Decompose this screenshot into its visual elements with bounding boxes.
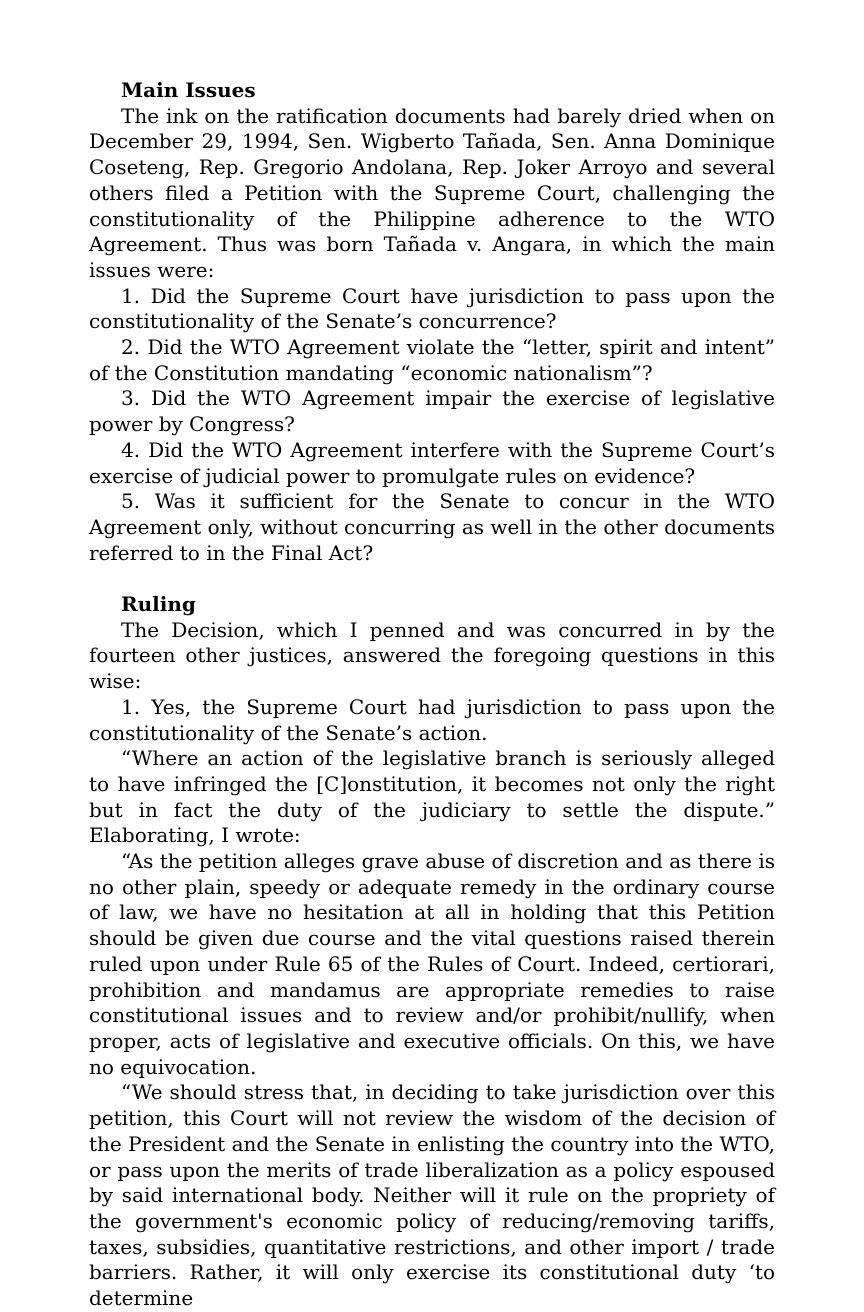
section-spacer [89, 566, 775, 592]
main-issues-heading: Main Issues [121, 78, 256, 102]
ruling-quote-2: “As the petition alleges grave abuse of discretion and as there is no other plain, speedy or adequate remedy in the ordinary course of law, we have no hesitation at all in holding that this Petition should be given due course and the vital questions raised therein ruled upon under Rule 65 of the Rules of Court. Indeed, certiorari, prohibition and mandamus are appropriate remedies to raise constitutional issues and to review and/or prohibit/nullify, when proper, acts of legislative and executive officials. On this, we have no equivocation. [89, 849, 775, 1079]
issue-2: 2. Did the WTO Agreement violate the “letter, spirit and intent” of the Constitution mandating “economic nationalism”? [89, 335, 775, 385]
ruling-answer-1: 1. Yes, the Supreme Court had jurisdiction to pass upon the constitutionality of the Senate’s action. [89, 694, 775, 745]
issue-5: 5. Was it sufficient for the Senate to concur in the WTO Agreement only, without concurring as well in the other documents referred to in the Final Act? [89, 489, 775, 565]
ruling-quote-3: “We should stress that, in deciding to take jurisdiction over this petition, this Court will not review the wisdom of the decision of the President and the Senate in enlisting the country into the WTO, or pass upon the merits of trade liberalization as a policy espoused by said international body. Neither will it rule on the propriety of the government's economic policy of reducing/removing tariffs, taxes, subsidies, quantitative restrictions, and other import / trade barriers. Rather, it will only exercise its constitutional duty ‘to determine [89, 1080, 775, 1311]
ruling-heading: Ruling [121, 592, 196, 617]
issue-1: 1. Did the Supreme Court have jurisdiction to pass upon the constitutionality of the Senate’s concurrence? [89, 283, 775, 334]
intro-paragraph: The ink on the ratification documents had barely dried when on December 29, 1994, Sen. Wigberto Tañada, Sen. Anna Dominique Coseteng, Rep. Gregorio Andolana, Rep. Joker Arroyo and several others filed a Petition with the Supreme Court, challenging the constitutionality of the Philippine adherence to the WTO Agreement. Thus was born Tañada v. Angara, in which the main issues were: [89, 103, 775, 282]
issue-3: 3. Did the WTO Agreement impair the exercise of legislative power by Congress? [89, 386, 775, 437]
ruling-intro-paragraph: The Decision, which I penned and was concurred in by the fourteen other justices, answered the foregoing questions in this wise: [89, 617, 775, 694]
document-page [89, 78, 775, 1312]
issue-4: 4. Did the WTO Agreement interfere with the Supreme Court’s exercise of judicial power to promulgate rules on evidence? [89, 437, 775, 488]
ruling-quote-1: “Where an action of the legislative branch is seriously alleged to have infringed the [C]onstitution, it becomes not only the right but in fact the duty of the judiciary to settle the dispute.” Elaborating, I wrote: [89, 746, 775, 848]
